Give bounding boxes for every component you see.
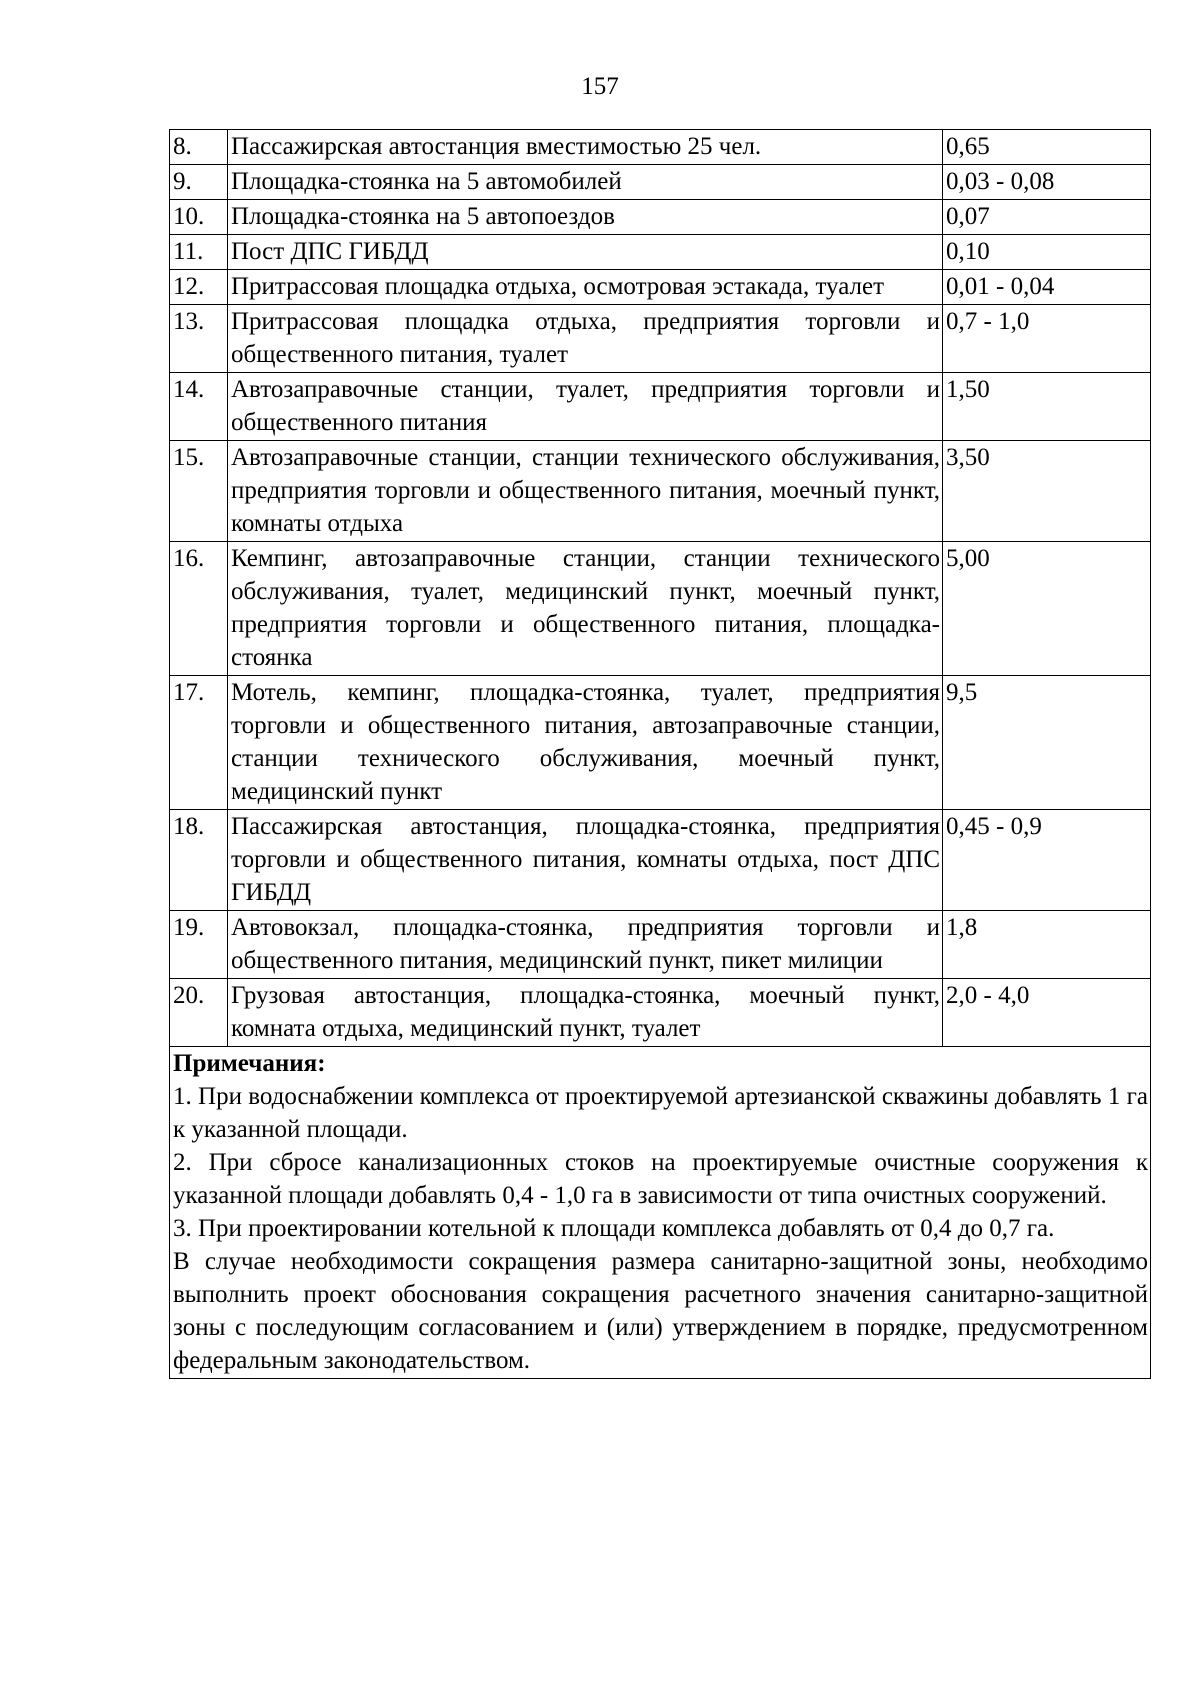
area-value: 0,01 - 0,04 [943,270,1151,305]
area-value: 1,8 [943,911,1151,979]
facility-name: Автозаправочные станции, туалет, предприятия торговли и общественного питания [228,373,943,441]
facility-name: Автовокзал, площадка-стоянка, предприятия торговли и общественного питания, медицинский пункт, пикет милиции [228,911,943,979]
row-number: 8. [170,130,228,165]
area-value: 3,50 [943,441,1151,542]
area-value: 0,45 - 0,9 [943,810,1151,911]
notes-title: Примечания: [173,1050,326,1077]
table-row [170,200,1151,235]
area-value: 2,0 - 4,0 [943,979,1151,1047]
note-item: В случае необходимости сокращения размера санитарно-защитной зоны, необходимо выполнить проект обоснования сокращения расчетного значения санитарно-защитной зоны с последующим согласованием и (или) утверждением в порядке, предусмотренном федеральным законодательством. [173,1248,1148,1374]
row-number: 16. [170,542,228,676]
table-row [170,130,1151,165]
area-value: 1,50 [943,373,1151,441]
table-row [170,373,1151,441]
facilities-table [169,129,1151,1379]
row-number: 14. [170,373,228,441]
table-row [170,542,1151,676]
page-number: 157 [581,73,619,100]
note-item: 1. При водоснабжении комплекса от проектируемой артезианской скважины добавлять 1 га к указанной площади. [173,1083,1148,1143]
area-value: 9,5 [943,676,1151,810]
facility-name: Пассажирская автостанция вместимостью 25 чел. [228,130,943,165]
row-number: 11. [170,235,228,270]
table-row [170,165,1151,200]
note-item: 3. При проектировании котельной к площади комплекса добавлять от 0,4 до 0,7 га. [173,1215,1055,1242]
notes-row [170,1047,1151,1379]
row-number: 12. [170,270,228,305]
facility-name: Площадка-стоянка на 5 автомобилей [228,165,943,200]
facility-name: Мотель, кемпинг, площадка-стоянка, туалет, предприятия торговли и общественного питания, автозаправочные станции, станции технического обслуживания, моечный пункт, медицинский пункт [228,676,943,810]
table-row [170,235,1151,270]
area-value: 0,03 - 0,08 [943,165,1151,200]
table-row [170,810,1151,911]
table-row [170,911,1151,979]
facility-name: Площадка-стоянка на 5 автопоездов [228,200,943,235]
row-number: 13. [170,305,228,373]
row-number: 17. [170,676,228,810]
table-row [170,676,1151,810]
facility-name: Пост ДПС ГИБДД [228,235,943,270]
area-value: 0,7 - 1,0 [943,305,1151,373]
notes-cell [170,1047,1151,1379]
note-item: 2. При сбросе канализационных стоков на проектируемые очистные сооружения к указанной площади добавлять 0,4 - 1,0 га в зависимости от типа очистных сооружений. [173,1149,1148,1209]
facility-name: Грузовая автостанция, площадка-стоянка, моечный пункт, комната отдыха, медицинский пункт, туалет [228,979,943,1047]
row-number: 19. [170,911,228,979]
row-number: 10. [170,200,228,235]
area-value: 0,10 [943,235,1151,270]
row-number: 20. [170,979,228,1047]
facility-name: Притрассовая площадка отдыха, осмотровая эстакада, туалет [228,270,943,305]
facility-name: Автозаправочные станции, станции технического обслуживания, предприятия торговли и общественного питания, моечный пункт, комнаты отдыха [228,441,943,542]
table-row [170,979,1151,1047]
facility-name: Пассажирская автостанция, площадка-стоянка, предприятия торговли и общественного питания, комнаты отдыха, пост ДПС ГИБДД [228,810,943,911]
table-row [170,270,1151,305]
table-row [170,305,1151,373]
row-number: 15. [170,441,228,542]
area-value: 0,07 [943,200,1151,235]
table-row [170,441,1151,542]
facility-name: Кемпинг, автозаправочные станции, станции технического обслуживания, туалет, медицинский пункт, моечный пункт, предприятия торговли и общественного питания, площадка-стоянка [228,542,943,676]
area-value: 5,00 [943,542,1151,676]
row-number: 18. [170,810,228,911]
area-value: 0,65 [943,130,1151,165]
row-number: 9. [170,165,228,200]
facility-name: Притрассовая площадка отдыха, предприятия торговли и общественного питания, туалет [228,305,943,373]
